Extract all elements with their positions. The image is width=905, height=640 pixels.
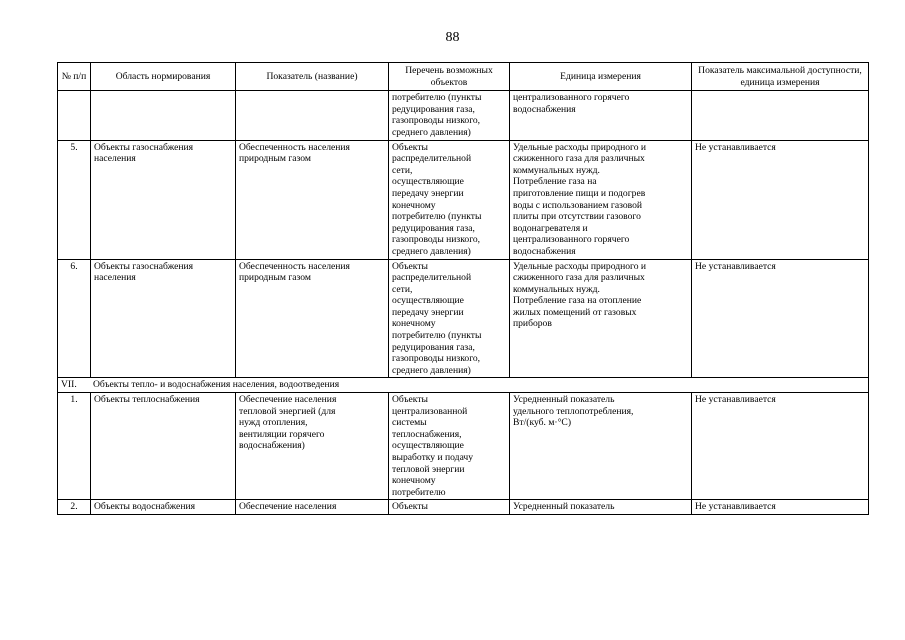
- cell-objects: Объекты распределительной сети, осуществляющие передачу энергии конечному потребителю (пункты редуцирования газа, газопроводы низкого, среднего давления): [389, 140, 510, 259]
- section-title-cell: [58, 378, 869, 393]
- table-row: [58, 259, 869, 378]
- cell-max: Не устанавливается: [692, 500, 869, 515]
- cell-unit: Усредненный показатель удельного теплопотребления, Вт/(куб. м·°С): [510, 393, 692, 500]
- cell-max: Не устанавливается: [692, 140, 869, 259]
- cell-num: 5.: [58, 140, 91, 259]
- header-indicator: Показатель (название): [236, 63, 389, 91]
- section-number: VII.: [61, 379, 77, 391]
- section-title: Объекты тепло- и водоснабжения населения, водоотведения: [93, 379, 340, 391]
- section-row: [58, 378, 869, 393]
- cell-num: 1.: [58, 393, 91, 500]
- cell-objects: Объекты централизованной системы теплоснабжения, осуществляющие выработку и подачу тепловой энергии конечному потребителю: [389, 393, 510, 500]
- cell-unit: Удельные расходы природного и сжиженного газа для различных коммунальных нужд. Потребление газа на приготовление пищи и подогрев воды с использованием газовой плиты при отсутствии газового водонагревателя и централизованного горячего водоснабжения: [510, 140, 692, 259]
- cell-area: Объекты водоснабжения: [91, 500, 236, 515]
- cell-area: Объекты газоснабжения населения: [91, 259, 236, 378]
- table-row: [58, 91, 869, 140]
- cell-max: Не устанавливается: [692, 259, 869, 378]
- cell-area: Объекты газоснабжения населения: [91, 140, 236, 259]
- header-area: Область нормирования: [91, 63, 236, 91]
- cell-area: [91, 91, 236, 140]
- cell-objects: потребителю (пункты редуцирования газа, газопроводы низкого, среднего давления): [389, 91, 510, 140]
- cell-num: 6.: [58, 259, 91, 378]
- cell-indicator: Обеспечение населения тепловой энергией (для нужд отопления, вентиляции горячего водоснабжения): [236, 393, 389, 500]
- norms-table: [57, 62, 869, 515]
- cell-max: Не устанавливается: [692, 393, 869, 500]
- header-max: Показатель максимальной доступности, единица измерения: [692, 63, 869, 91]
- header-objects: Перечень возможных объектов: [389, 63, 510, 91]
- cell-unit: Усредненный показатель: [510, 500, 692, 515]
- cell-area: Объекты теплоснабжения: [91, 393, 236, 500]
- cell-num: 2.: [58, 500, 91, 515]
- cell-objects: Объекты: [389, 500, 510, 515]
- table-row: [58, 393, 869, 500]
- cell-indicator: [236, 91, 389, 140]
- table-header-row: [58, 63, 869, 91]
- cell-indicator: Обеспечение населения: [236, 500, 389, 515]
- cell-unit: централизованного горячего водоснабжения: [510, 91, 692, 140]
- header-num: № п/п: [58, 63, 91, 91]
- cell-objects: Объекты распределительной сети, осуществляющие передачу энергии конечному потребителю (пункты редуцирования газа, газопроводы низкого, среднего давления): [389, 259, 510, 378]
- header-unit: Единица измерения: [510, 63, 692, 91]
- page-number: 88: [445, 30, 460, 45]
- table-row: [58, 500, 869, 515]
- cell-max: [692, 91, 869, 140]
- cell-indicator: Обеспеченность населения природным газом: [236, 259, 389, 378]
- table-row: [58, 140, 869, 259]
- cell-unit: Удельные расходы природного и сжиженного газа для различных коммунальных нужд. Потребление газа на отопление жилых помещений от газовых приборов: [510, 259, 692, 378]
- cell-num: [58, 91, 91, 140]
- cell-indicator: Обеспеченность населения природным газом: [236, 140, 389, 259]
